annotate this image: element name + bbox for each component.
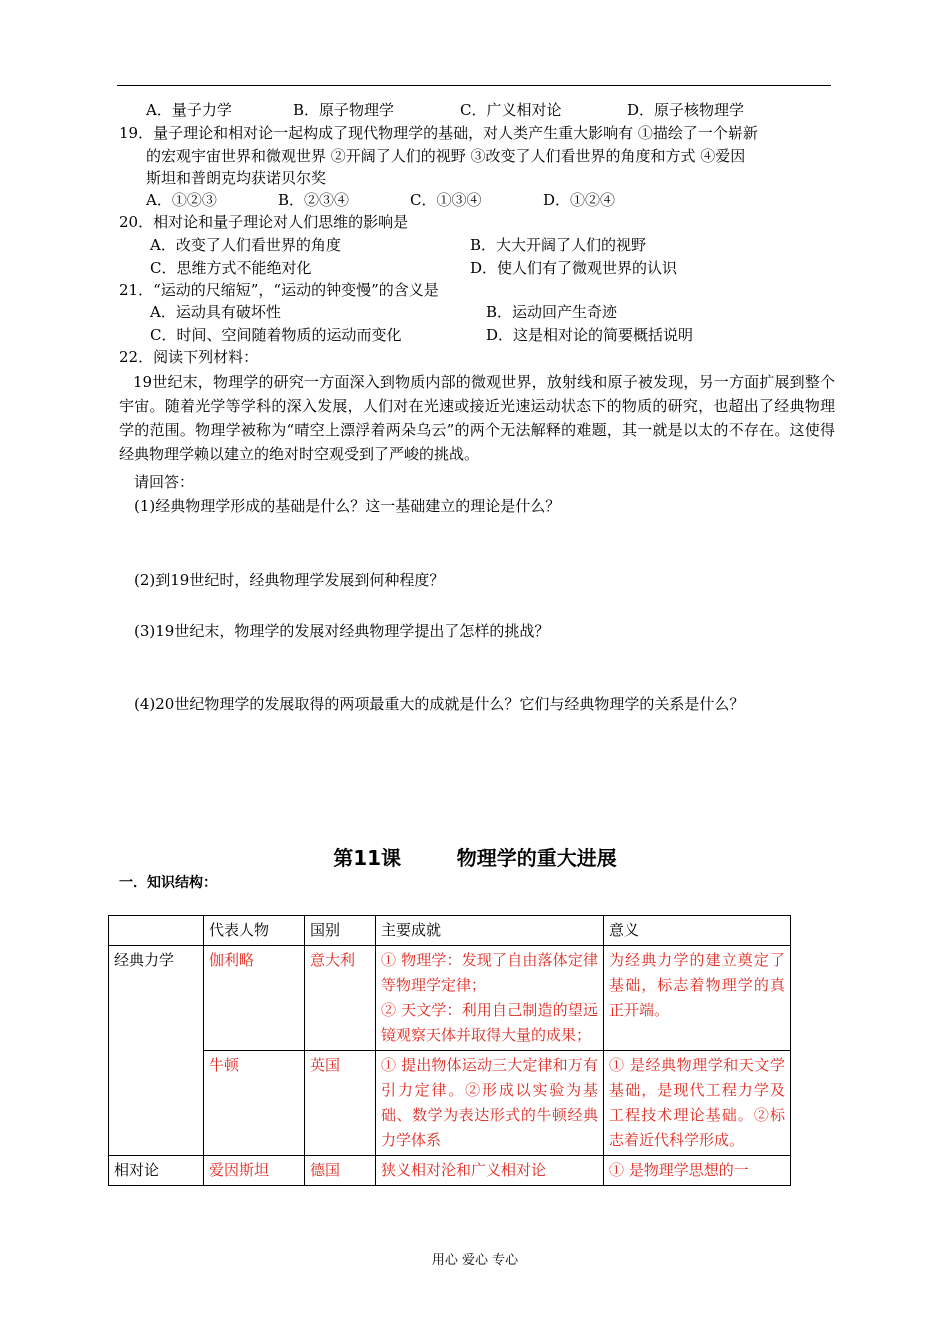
table-cell-country: 德国 — [305, 1156, 376, 1186]
q21-option-d: D．这是相对论的简要概括说明 — [486, 326, 694, 344]
q22-passage: 19世纪末，物理学的研究一方面深入到物质内部的微观世界，放射线和原子被发现，另一方面扩展到整个宇宙。随着光学等学科的深入发展，人们对在光速或接近光速运动状态下的物质的研究，也超出了经典物理学的范围。物理学被称为“晴空上漂浮着两朵乌云”的两个无法解释的难题，其一就是以太的不存在。这使得经典物理学赖以建立的绝对时空观受到了严峻的挑战。 — [119, 373, 835, 463]
q19-option-a: A．①②③ — [146, 191, 217, 209]
table-cell-person: 伽利略 — [204, 946, 305, 1051]
table-header-cell: 主要成就 — [376, 916, 604, 946]
q19-stem-line-1: 19．量子理论和相对论一起构成了现代物理学的基础，对人类产生重大影响有 ①描绘了一个崭新 — [119, 124, 758, 142]
table-cell-field: 经典力学 — [109, 946, 204, 1156]
header-rule — [117, 85, 831, 86]
q20-option-a: A．改变了人们看世界的角度 — [150, 236, 341, 254]
table-header-cell: 代表人物 — [204, 916, 305, 946]
table-cell-significance: ① 是物理学思想的一 — [604, 1156, 791, 1186]
q21-option-a: A．运动具有破坏性 — [150, 303, 281, 321]
table-row — [109, 1156, 791, 1186]
table-header-row — [109, 916, 791, 946]
q19-stem-line-2: 的宏观宇宙世界和微观世界 ②开阔了人们的视野 ③改变了人们看世界的角度和方式 ④爱因 — [146, 147, 746, 165]
table-cell-achievement: ① 提出物体运动三大定律和万有引力定律。②形成以实验为基础、数学为表达形式的牛顿经典力学体系 — [376, 1051, 604, 1156]
q21-stem: 21．“运动的尺缩短”，“运动的钟变慢”的含义是 — [119, 281, 439, 299]
q22-sub-4: (4)20世纪物理学的发展取得的两项最重大的成就是什么？它们与经典物理学的关系是什么？ — [134, 695, 745, 713]
table-header-cell: 意义 — [604, 916, 791, 946]
table-cell-significance: 为经典力学的建立奠定了基础，标志着物理学的真正开端。 — [604, 946, 791, 1051]
q20-option-c: C．思维方式不能绝对化 — [150, 259, 312, 277]
q18-option-b: B．原子物理学 — [293, 101, 395, 119]
table-cell-person: 牛顿 — [204, 1051, 305, 1156]
q20-option-b: B．大大开阔了人们的视野 — [470, 236, 647, 254]
table-row — [109, 946, 791, 1051]
q19-stem-line-3: 斯坦和普朗克均获诺贝尔奖 — [146, 169, 327, 187]
lesson-title: 第11课 物理学的重大进展 — [333, 846, 617, 870]
table-cell-person: 爱因斯坦 — [204, 1156, 305, 1186]
table-header-cell — [109, 916, 204, 946]
knowledge-table — [108, 915, 791, 1186]
table-cell-country: 英国 — [305, 1051, 376, 1156]
q19-option-b: B．②③④ — [278, 191, 350, 209]
table-cell-achievement: 狭义相对沦和广义相对论 — [376, 1156, 604, 1186]
table-cell-achievement: ① 物理学：发现了自由落体定律等物理学定律； ② 天文学：利用自己制造的望远镜观察天体并取得大量的成果； — [376, 946, 604, 1051]
page-footer: 用心 爱心 专心 — [431, 1253, 519, 1268]
q19-option-c: C．①③④ — [410, 191, 482, 209]
q18-option-a: A．量子力学 — [146, 101, 232, 119]
q22-sub-1: (1)经典物理学形成的基础是什么？这一基础建立的理论是什么？ — [134, 497, 561, 515]
q20-stem: 20．相对论和量子理论对人们思维的影响是 — [119, 213, 409, 231]
q22-sub-2: (2)到19世纪时，经典物理学发展到何种程度？ — [134, 571, 445, 589]
q22-sub-3: (3)19世纪末，物理学的发展对经典物理学提出了怎样的挑战？ — [134, 622, 550, 640]
q22-stem: 22．阅读下列材料： — [119, 348, 259, 366]
q21-option-c: C．时间、空间随着物质的运动而变化 — [150, 326, 402, 344]
q18-option-c: C．广义相对论 — [460, 101, 562, 119]
q19-option-d: D．①②④ — [543, 191, 616, 209]
section-heading: 一．知识结构： — [119, 875, 217, 891]
table-cell-significance: ① 是经典物理学和天文学基础，是现代工程力学及工程技术理论基础。②标志着近代科学形成。 — [604, 1051, 791, 1156]
table-row — [109, 1051, 791, 1156]
table-cell-country: 意大利 — [305, 946, 376, 1051]
q21-option-b: B．运动回产生奇迹 — [486, 303, 618, 321]
q22-prompt: 请回答： — [134, 473, 195, 491]
q20-option-d: D．使人们有了微观世界的认识 — [470, 259, 678, 277]
table-header-cell: 国别 — [305, 916, 376, 946]
table-cell-field: 相对论 — [109, 1156, 204, 1186]
q18-option-d: D．原子核物理学 — [627, 101, 745, 119]
